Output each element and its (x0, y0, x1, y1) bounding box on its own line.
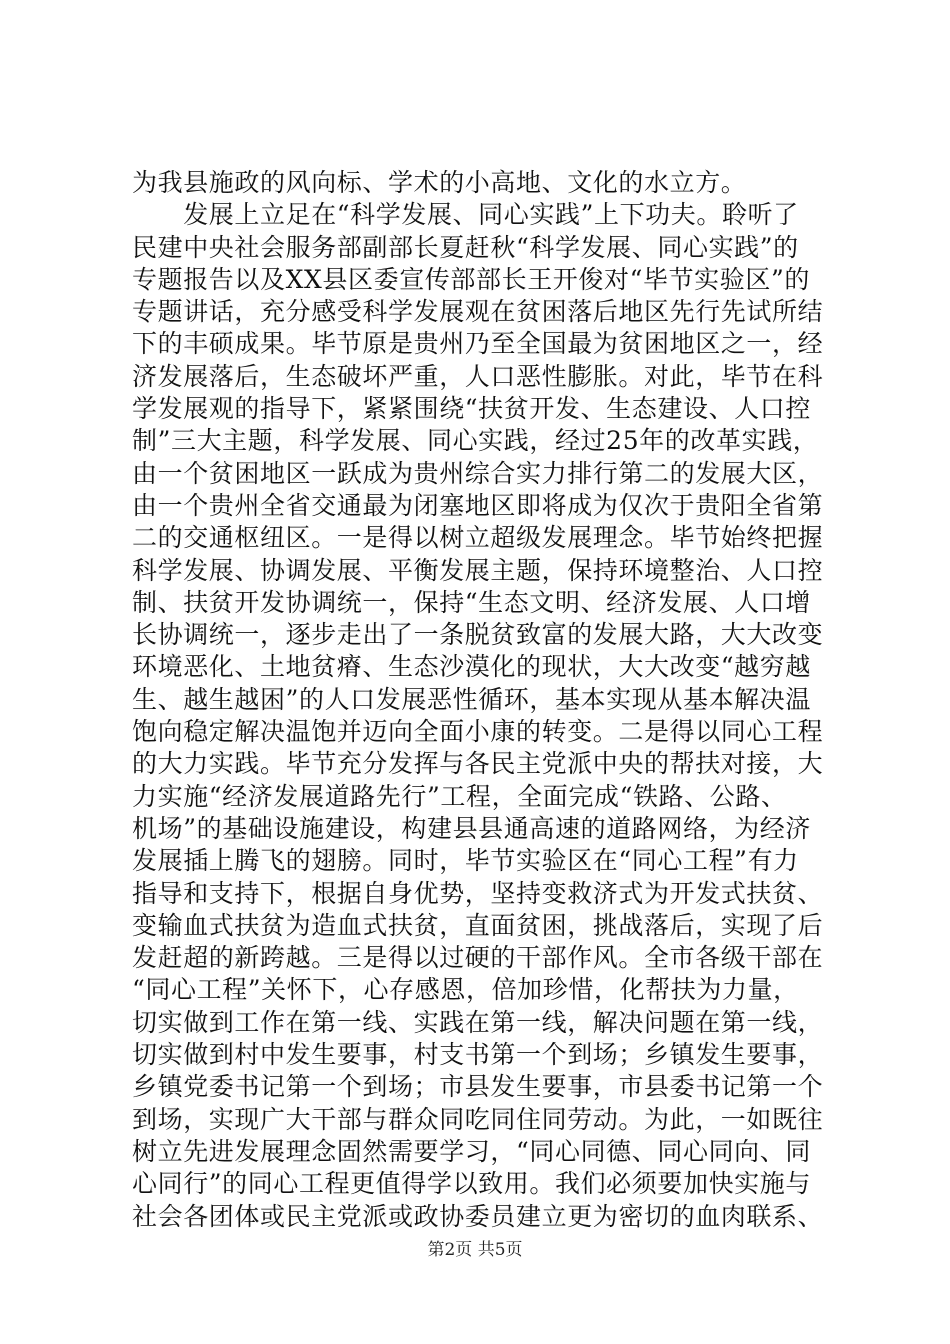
text-line: 力实施“经济发展道路先行”工程，全面完成“铁路、公路、 (132, 781, 787, 811)
text-line: 下的丰硕成果。毕节原是贵州乃至全国最为贫困地区之一，经 (132, 329, 824, 359)
page-footer (0, 1238, 950, 1262)
text-line: 社会各团体或民主党派或政协委员建立更为密切的血肉联系、 (132, 1201, 824, 1231)
text-line: 发赶超的新跨越。三是得以过硬的干部作风。全市各级干部在 (132, 943, 824, 973)
text-line: 专题讲话，充分感受科学发展观在贫困落后地区先行先试所结 (132, 297, 824, 327)
text-line: 制”三大主题，科学发展、同心实践，经过25年的改革实践， (132, 426, 819, 456)
text-line: 切实做到工作在第一线、实践在第一线，解决问题在第一线， (132, 1007, 824, 1037)
text-line: 发展上立足在“科学发展、同心实践”上下功夫。聆听了 (132, 200, 799, 230)
text-line: 心同行”的同心工程更值得学以致用。我们必须要加快实施与 (132, 1169, 811, 1199)
text-line: 指导和支持下，根据自身优势，坚持变救济式为开发式扶贫、 (132, 878, 824, 908)
text-line: 发展插上腾飞的翅膀。同时，毕节实验区在“同心工程”有力 (132, 846, 799, 876)
text-line: 变输血式扶贫为造血式扶贫，直面贫困，挑战落后，实现了后 (132, 910, 824, 940)
text-line: 机场”的基础设施建设，构建县县通高速的道路网络，为经济 (132, 813, 811, 843)
text-line: 环境恶化、土地贫瘠、生态沙漠化的现状，大大改变“越穷越 (132, 652, 811, 682)
text-line: 科学发展、协调发展、平衡发展主题，保持环境整治、人口控 (132, 555, 824, 585)
text-line: 制、扶贫开发协调统一，保持“生态文明、经济发展、人口增 (132, 587, 811, 617)
text-line: 济发展落后，生态破坏严重，人口恶性膨胀。对此，毕节在科 (132, 361, 824, 391)
text-line: 由一个贫困地区一跃成为贵州综合实力排行第二的发展大区， (132, 458, 824, 488)
body-text (132, 167, 832, 1233)
text-line: 由一个贵州全省交通最为闭塞地区即将成为仅次于贵阳全省第 (132, 490, 824, 520)
text-line: 到场，实现广大干部与群众同吃同住同劳动。为此，一如既往 (132, 1104, 824, 1134)
page-number-label: 第2页 共5页 (427, 1240, 523, 1260)
text-line: 饱向稳定解决温饱并迈向全面小康的转变。二是得以同心工程 (132, 717, 824, 747)
text-line: 学发展观的指导下，紧紧围绕“扶贫开发、生态建设、人口控 (132, 394, 811, 424)
text-line: 树立先进发展理念固然需要学习，“同心同德、同心同向、同 (132, 1136, 811, 1166)
text-line: 为我县施政的风向标、学术的小高地、文化的水立方。 (132, 168, 747, 197)
text-line: 长协调统一，逐步走出了一条脱贫致富的发展大路，大大改变 (132, 620, 824, 650)
text-line: 的大力实践。毕节充分发挥与各民主党派中央的帮扶对接，大 (132, 749, 824, 779)
text-line: 生、越生越困”的人口发展恶性循环，基本实现从基本解决温 (132, 684, 811, 714)
text-line: 切实做到村中发生要事，村支书第一个到场；乡镇发生要事， (132, 1040, 824, 1070)
text-line: 二的交通枢纽区。一是得以树立超级发展理念。毕节始终把握 (132, 523, 824, 553)
text-line: 民建中央社会服务部副部长夏赶秋“科学发展、同心实践”的 (132, 232, 799, 262)
text-line: 乡镇党委书记第一个到场；市县发生要事，市县委书记第一个 (132, 1072, 824, 1102)
text-line: “同心工程”关怀下，心存感恩，倍加珍惜，化帮扶为力量， (132, 975, 799, 1005)
text-line: 专题报告以及XX县区委宣传部部长王开俊对“毕节实验区”的 (132, 264, 810, 294)
